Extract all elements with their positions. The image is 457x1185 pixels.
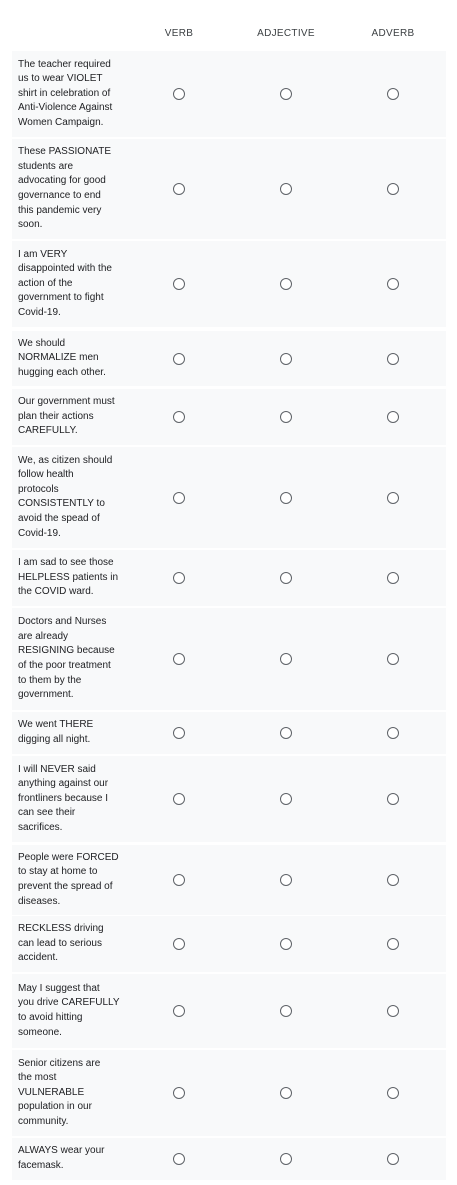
row-label: The teacher required us to wear VIOLET shirt in celebration of Anti-Violence Against Women Campaign. — [18, 58, 113, 128]
radio-verb[interactable] — [173, 278, 185, 290]
row-label: May I suggest that you drive CAREFULLY to avoid hitting someone. — [18, 982, 120, 1038]
grid-row — [12, 389, 446, 445]
grid-row — [12, 1050, 446, 1136]
radio-verb[interactable] — [173, 938, 185, 950]
radio-adjective[interactable] — [280, 653, 292, 665]
radio-adverb[interactable] — [387, 938, 399, 950]
column-header-verb: VERB — [164, 28, 194, 39]
radio-adjective[interactable] — [280, 938, 292, 950]
row-label: Doctors and Nurses are already RESIGNING because of the poor treatment to them by the government. — [18, 616, 115, 701]
radio-verb[interactable] — [173, 1005, 185, 1017]
radio-verb[interactable] — [173, 793, 185, 805]
grid-row — [12, 756, 446, 842]
radio-verb[interactable] — [173, 183, 185, 195]
row-label: These PASSIONATE students are advocating for good governance to end this pandemic very soon. — [18, 146, 111, 231]
radio-adjective[interactable] — [280, 278, 292, 290]
radio-adjective[interactable] — [280, 572, 292, 584]
grid-row — [12, 139, 446, 239]
grid-row — [12, 51, 446, 137]
radio-adjective[interactable] — [280, 793, 292, 805]
radio-verb[interactable] — [173, 1087, 185, 1099]
radio-adjective[interactable] — [280, 353, 292, 365]
radio-adjective[interactable] — [280, 88, 292, 100]
row-label: I am sad to see those HELPLESS patients in the COVID ward. — [18, 557, 119, 598]
radio-adverb[interactable] — [387, 1087, 399, 1099]
radio-verb[interactable] — [173, 353, 185, 365]
radio-verb[interactable] — [173, 492, 185, 504]
grid-row — [12, 447, 446, 548]
radio-adjective[interactable] — [280, 1005, 292, 1017]
radio-adverb[interactable] — [387, 492, 399, 504]
multiple-choice-grid — [12, 0, 446, 1171]
radio-adverb[interactable] — [387, 411, 399, 423]
row-label: We should NORMALIZE men hugging each other. — [18, 337, 106, 378]
radio-verb[interactable] — [173, 653, 185, 665]
radio-adjective[interactable] — [280, 183, 292, 195]
radio-adverb[interactable] — [387, 353, 399, 365]
grid-row — [12, 241, 446, 327]
row-label: RECKLESS driving can lead to serious accident. — [18, 923, 104, 964]
grid-row — [12, 550, 446, 606]
radio-adverb[interactable] — [387, 183, 399, 195]
radio-verb[interactable] — [173, 88, 185, 100]
radio-verb[interactable] — [173, 572, 185, 584]
row-label: We, as citizen should follow health protocols CONSISTENTLY to avoid the spead of Covid-19. — [18, 454, 113, 539]
radio-verb[interactable] — [173, 727, 185, 739]
row-label: We went THERE digging all night. — [18, 719, 94, 745]
grid-row — [12, 845, 446, 915]
grid-row — [12, 712, 446, 754]
radio-adverb[interactable] — [387, 874, 399, 886]
radio-verb[interactable] — [173, 1153, 185, 1165]
radio-adverb[interactable] — [387, 653, 399, 665]
radio-adverb[interactable] — [387, 793, 399, 805]
radio-adjective[interactable] — [280, 411, 292, 423]
column-header-adverb: ADVERB — [371, 28, 415, 39]
radio-adverb[interactable] — [387, 727, 399, 739]
radio-adjective[interactable] — [280, 1087, 292, 1099]
grid-row — [12, 331, 446, 386]
radio-adjective[interactable] — [280, 727, 292, 739]
row-label: I will NEVER said anything against our frontliners because I can see their sacrifices. — [18, 763, 109, 833]
radio-adverb[interactable] — [387, 278, 399, 290]
radio-adjective[interactable] — [280, 492, 292, 504]
grid-row — [12, 974, 446, 1048]
radio-verb[interactable] — [173, 411, 185, 423]
radio-verb[interactable] — [173, 874, 185, 886]
radio-adjective[interactable] — [280, 1153, 292, 1165]
row-label: People were FORCED to stay at home to prevent the spread of diseases. — [18, 851, 119, 907]
radio-adjective[interactable] — [280, 874, 292, 886]
radio-adverb[interactable] — [387, 1153, 399, 1165]
column-header-adjective: ADJECTIVE — [257, 28, 315, 39]
row-label: Our government must plan their actions CAREFULLY. — [18, 396, 115, 437]
row-label: I am VERY disappointed with the action of the government to fight Covid-19. — [18, 248, 112, 318]
grid-row — [12, 1138, 446, 1180]
radio-adverb[interactable] — [387, 572, 399, 584]
row-label: Senior citizens are the most VULNERABLE population in our community. — [18, 1057, 101, 1127]
grid-header — [12, 0, 446, 48]
grid-row — [12, 608, 446, 710]
radio-adverb[interactable] — [387, 1005, 399, 1017]
grid-row — [12, 916, 446, 972]
row-label: ALWAYS wear your facemask. — [18, 1145, 105, 1171]
radio-adverb[interactable] — [387, 88, 399, 100]
